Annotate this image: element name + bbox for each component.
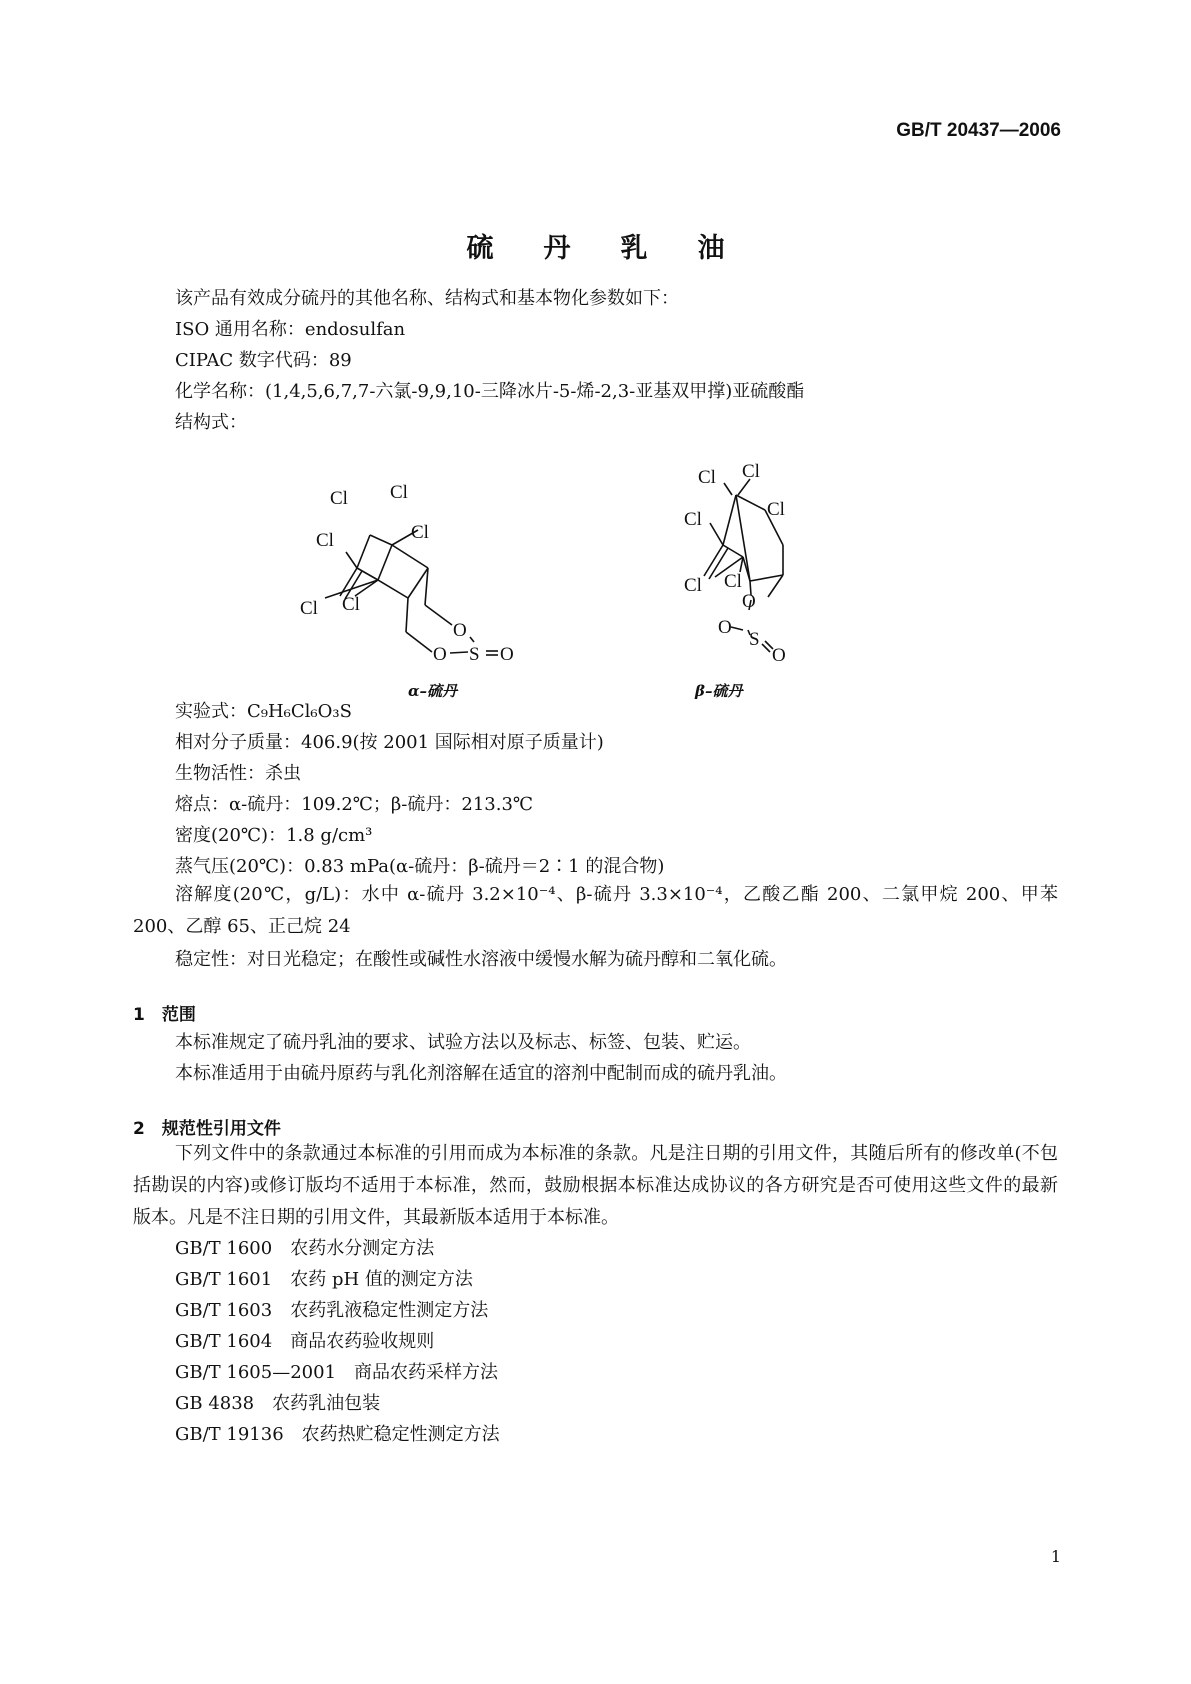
beta-o-label: O	[718, 617, 732, 638]
formula-value: C₉H₆Cl₆O₃S	[247, 701, 352, 722]
alpha-cl-label: Cl	[330, 488, 348, 509]
beta-s-label: S	[749, 629, 760, 650]
beta-cl-label: Cl	[684, 509, 702, 530]
molecular-mass: 相对分子质量：406.9(按 2001 国际相对原子质量计)	[175, 732, 604, 753]
alpha-cl-label: Cl	[342, 594, 360, 615]
structure-label: 结构式：	[175, 412, 247, 433]
reference-code: GB/T 19136	[175, 1424, 284, 1445]
beta-cl-label: Cl	[742, 461, 760, 482]
stability: 稳定性：对日光稳定；在酸性或碱性水溶液中缓慢水解为硫丹醇和二氧化硫。	[175, 949, 787, 970]
alpha-o-label: O	[433, 644, 447, 665]
reference-code: GB/T 1603	[175, 1300, 273, 1321]
beta-caption: β–硫丹	[695, 682, 743, 700]
alpha-cl-label: Cl	[411, 522, 429, 543]
standard-number: GB/T 20437—2006	[896, 120, 1061, 141]
chemical-name: 化学名称：(1,4,5,6,7,7-六氯-9,9,10-三降冰片-5-烯-2,3-亚基双甲撑)亚硫酸酯	[175, 381, 805, 402]
reference-item	[175, 1358, 498, 1384]
reference-title: 商品农药采样方法	[354, 1362, 499, 1383]
reference-item	[175, 1389, 380, 1415]
section-1-heading: 1 范围	[133, 1005, 196, 1025]
formula-label: 实验式：	[175, 701, 247, 722]
beta-o-label: O	[772, 645, 786, 666]
reference-item	[175, 1420, 500, 1446]
reference-title: 农药水分测定方法	[290, 1238, 435, 1259]
reference-item	[175, 1327, 434, 1353]
section-2-intro: 下列文件中的条款通过本标准的引用而成为本标准的条款。凡是注日期的引用文件，其随后所有的修改单(不包括勘误的内容)或修订版均不适用于本标准，然而，鼓励根据本标准达成协议的各方研究是否可使用这些文件的最新版本。凡是不注日期的引用文件，其最新版本适用于本标准。	[133, 1143, 1058, 1228]
alpha-caption: α–硫丹	[408, 682, 458, 700]
reference-code: GB/T 1600	[175, 1238, 273, 1259]
beta-cl-label: Cl	[767, 499, 785, 520]
reference-item	[175, 1296, 488, 1322]
iso-name: ISO 通用名称：endosulfan	[175, 319, 406, 340]
beta-cl-label: Cl	[698, 467, 716, 488]
page-title: 硫丹乳油	[466, 233, 775, 264]
section-1-p1: 本标准规定了硫丹乳油的要求、试验方法以及标志、标签、包装、贮运。	[175, 1032, 751, 1053]
reference-item	[175, 1265, 473, 1291]
reference-code: GB/T 1601	[175, 1269, 273, 1290]
section-1-p2: 本标准适用于由硫丹原药与乳化剂溶解在适宜的溶剂中配制而成的硫丹乳油。	[175, 1063, 787, 1084]
alpha-o-label: O	[453, 620, 467, 641]
beta-cl-label: Cl	[684, 575, 702, 596]
beta-cl-label: Cl	[724, 571, 742, 592]
beta-endosulfan-structure	[684, 455, 860, 675]
reference-title: 农药 pH 值的测定方法	[290, 1269, 473, 1290]
reference-title: 农药热贮稳定性测定方法	[301, 1424, 500, 1445]
formula	[175, 700, 352, 724]
reference-title: 农药乳油包装	[272, 1393, 381, 1414]
reference-item	[175, 1234, 434, 1260]
cipac-code: CIPAC 数字代码：89	[175, 350, 352, 371]
alpha-s-label: S	[469, 644, 480, 665]
density: 密度(20℃)：1.8 g/cm³	[175, 825, 373, 846]
alpha-cl-label: Cl	[390, 482, 408, 503]
reference-code: GB 4838	[175, 1393, 255, 1414]
section-2-heading: 2 规范性引用文件	[133, 1119, 281, 1139]
reference-code: GB/T 1604	[175, 1331, 273, 1352]
alpha-cl-label: Cl	[316, 530, 334, 551]
page-number: 1	[1050, 1547, 1061, 1566]
reference-code: GB/T 1605—2001	[175, 1362, 337, 1383]
solubility: 溶解度(20℃，g/L)：水中 α-硫丹 3.2×10⁻⁴、β-硫丹 3.3×10⁻⁴，乙酸乙酯 200、二氯甲烷 200、甲苯 200、乙醇 65、正己烷 24	[133, 884, 1058, 937]
intro-lead: 该产品有效成分硫丹的其他名称、结构式和基本物化参数如下：	[175, 288, 679, 309]
melting-point: 熔点：α-硫丹：109.2℃；β-硫丹：213.3℃	[175, 794, 534, 815]
bioactivity: 生物活性：杀虫	[175, 763, 301, 784]
vapor-pressure: 蒸气压(20℃)：0.83 mPa(α-硫丹：β-硫丹＝2∶1 的混合物)	[175, 856, 665, 877]
beta-o-label: O	[742, 591, 756, 612]
alpha-endosulfan-structure	[290, 470, 550, 670]
alpha-o-label: O	[500, 644, 514, 665]
reference-title: 农药乳液稳定性测定方法	[290, 1300, 489, 1321]
alpha-cl-label: Cl	[300, 598, 318, 619]
reference-title: 商品农药验收规则	[290, 1331, 435, 1352]
